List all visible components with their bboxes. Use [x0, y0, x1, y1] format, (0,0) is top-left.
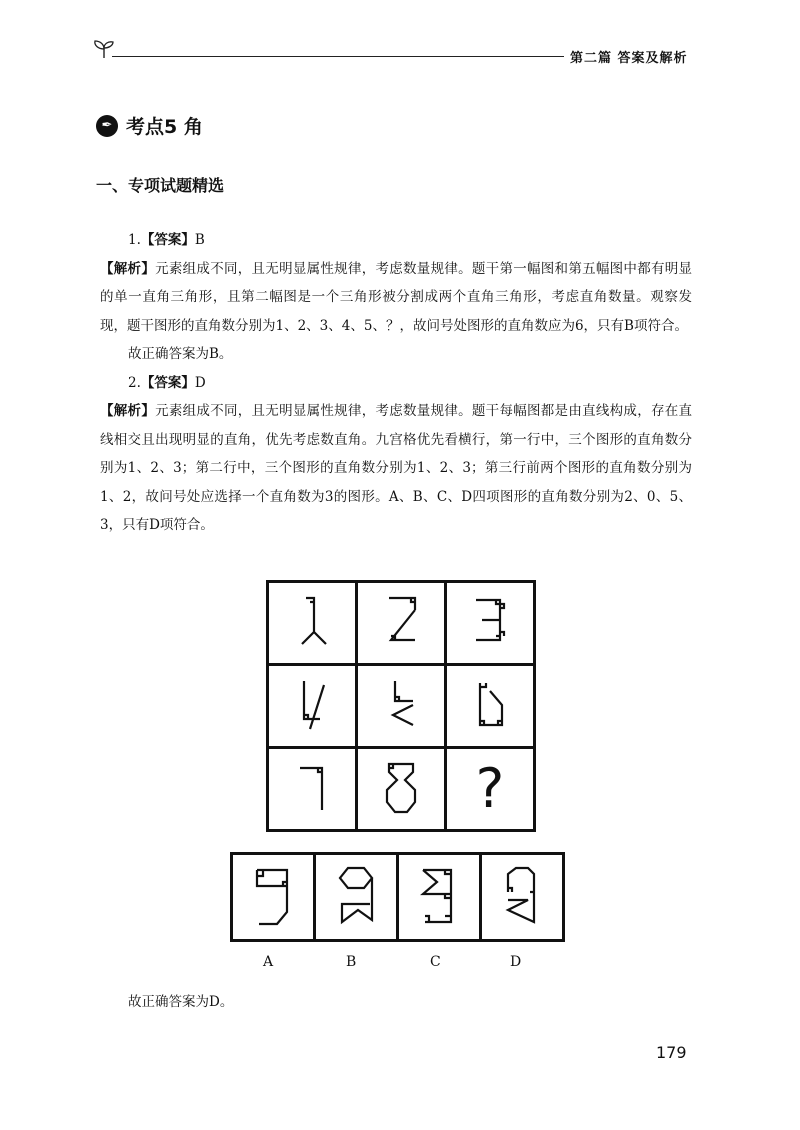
q2-answer-line [100, 369, 692, 398]
option-label-d: D [510, 954, 522, 970]
option-label-a: A [263, 954, 274, 970]
grid-cell-2 [357, 582, 446, 665]
option-label-c: C [430, 954, 441, 970]
section-heading: 一、专项试题精选 [96, 176, 225, 195]
grid-cell-1 [268, 582, 357, 665]
question-mark: ? [475, 757, 505, 820]
grid-cell-5 [357, 665, 446, 748]
puzzle-grid [266, 580, 536, 832]
q1-answer-label: 【答案】 [140, 232, 195, 248]
grid-cell-question-mark [446, 748, 535, 831]
q2-analysis [100, 397, 692, 540]
option-label-b: B [346, 954, 357, 970]
q1-analysis [100, 255, 692, 341]
header-rule [112, 56, 564, 57]
q1-conclusion: 故正确答案为B。 [128, 346, 233, 362]
q2-answer-label: 【答案】 [140, 374, 195, 391]
grid-cell-6 [446, 665, 535, 748]
option-c-figure [398, 854, 481, 941]
options-row [230, 852, 565, 942]
option-b-figure [315, 854, 398, 941]
grid-cell-7 [268, 748, 357, 831]
option-d-figure [481, 854, 564, 941]
option-a-figure [232, 854, 315, 941]
answer-body [100, 226, 692, 540]
q2-number: 2. [128, 374, 141, 391]
topic-heading [96, 112, 203, 139]
q2-analysis-text: 元素组成不同，且无明显属性规律，考虑数量规律。题干每幅图都是由直线构成，存在直线相交且出现明显的直角，优先考虑数直角。九宫格优先看横行，第一行中，三个图形的直角数分别为1、2、3；第二行中，三个图形的直角数分别为1、2、3；第三行前两个图形的直角数分别为1、2，故问号处应选择一个直角数为3的图形。A、B、C、D四项图形的直角数分别为2、0、5、3，只有D项符合。 [100, 403, 693, 533]
q2-answer: D [194, 374, 206, 391]
page-number: 179 [656, 1043, 687, 1062]
grid-cell-4 [268, 665, 357, 748]
q1-answer-line [100, 226, 692, 255]
q1-analysis-label: 【解析】 [100, 260, 156, 277]
grid-cell-8 [357, 748, 446, 831]
pen-nib-icon: ✒ [96, 115, 118, 137]
grid-cell-3 [446, 582, 535, 665]
q1-analysis-text: 元素组成不同，且无明显属性规律，考虑数量规律。题干第一幅图和第五幅图中都有明显的单一直角三角形，且第二幅图是一个三角形被分割成两个直角三角形，考虑直角数量。观察发现，题干图形的直角数分别为1、2、3、4、5、？，故问号处图形的直角数应为6，只有B项符合。 [100, 260, 693, 334]
q2-analysis-label: 【解析】 [100, 403, 156, 419]
q1-answer: B [194, 232, 205, 248]
header-section-title: 第二篇 答案及解析 [570, 51, 688, 66]
topic-title: 考点5 角 [126, 116, 203, 138]
q2-conclusion: 故正确答案为D。 [128, 994, 234, 1010]
q1-number: 1. [128, 232, 141, 248]
